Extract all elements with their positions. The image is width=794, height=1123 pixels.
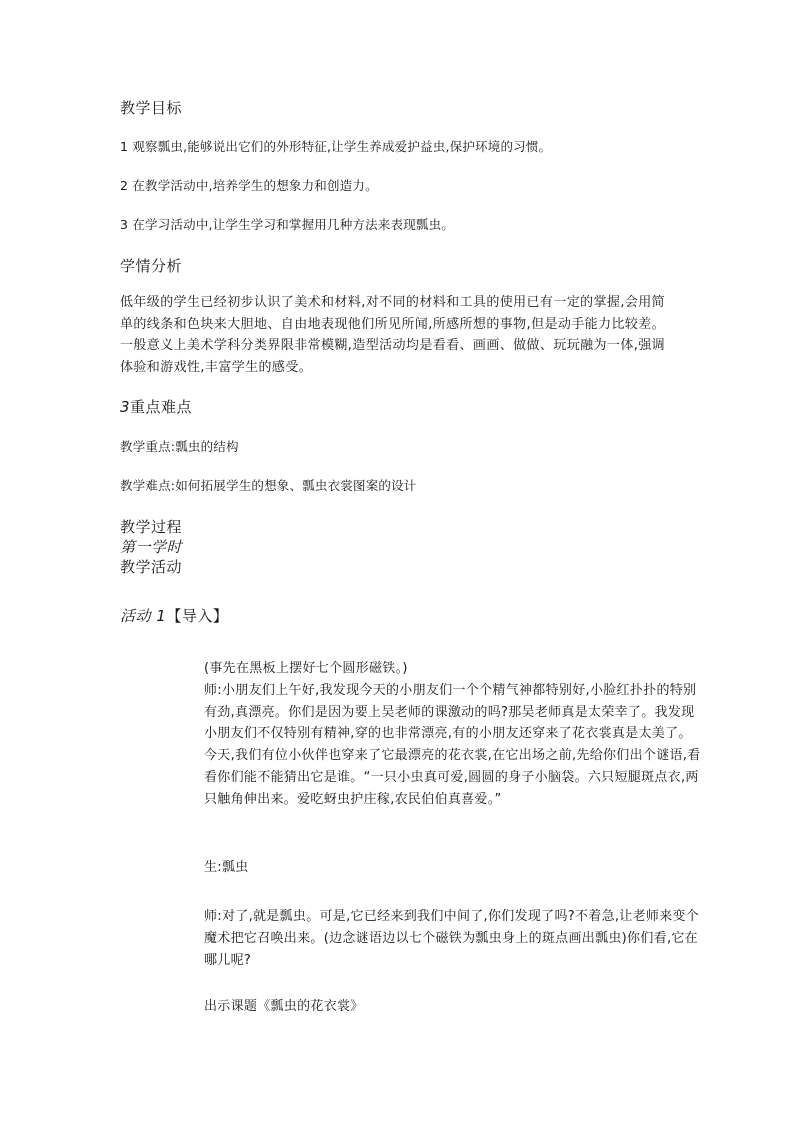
key-point: 教学重点:瓢虫的结构 (120, 439, 239, 454)
activity-heading: 教学活动 (120, 558, 183, 576)
lesson-label: 第一学时 (120, 538, 183, 556)
teacher-speech: 师:小朋友们上午好,我发现今天的小朋友们一个个精气神都特别好,小脸红扑扑的特别有劲,真漂亮。你们是因为要上吴老师的课激动的吗?那吴老师真是太荣幸了。我发现小朋友们不仅特别有精神,穿的也非常漂亮,有的小朋友还穿来了花衣裳真是太美了。今天,我们有位小伙伴也穿来了它最漂亮的花衣裳,在它出场之前,先给你们出个谜语,看看你们能不能猜出它是谁。“一只小虫真可爱,圆圆的身子小脑袋。六只短腿斑点衣,两只触角伸出来。爱吃蚜虫护庄稼,农民伯伯真喜爱。” (204, 682, 701, 807)
teacher-speech: 师:对了,就是瓢虫。可是,它已经来到我们中间了,你们发现了吗?不着急,让老师来变个魔术把它召唤出来。(边念谜语边以七个磁铁为瓢虫身上的斑点画出瓢虫)你们看,它在哪儿呢? (204, 909, 700, 968)
activity-label: 活动 1 (120, 607, 167, 625)
objective-item: 2 在教学活动中,培养学生的想象力和创造力。 (120, 178, 378, 193)
lesson-title-display: 出示课题《瓢虫的花衣裳》 (204, 999, 364, 1014)
activity-tag: 【导入】 (166, 607, 229, 625)
difficult-point: 教学难点:如何拓展学生的想象、瓢虫衣裳图案的设计 (120, 478, 417, 493)
objective-item: 3 在学习活动中,让学生学习和掌握用几种方法来表现瓢虫。 (120, 217, 455, 232)
objective-item: 1 观察瓢虫,能够说出它们的外形特征,让学生养成爱护益虫,保护环境的习惯。 (120, 139, 552, 154)
keypoints-heading-number: 3 (120, 398, 131, 416)
process-heading: 教学过程 (120, 518, 183, 536)
keypoints-heading-text: 重点难点 (130, 398, 193, 416)
objectives-heading: 教学目标 (120, 99, 183, 117)
student-answer: 生:瓢虫 (204, 860, 249, 875)
setup-note: (事先在黑板上摆好七个圆形磁铁。) (204, 661, 408, 676)
activity-title (120, 605, 228, 626)
keypoints-heading (120, 396, 192, 417)
analysis-heading: 学情分析 (120, 257, 183, 275)
analysis-paragraph: 低年级的学生已经初步认识了美术和材料,对不同的材料和工具的使用已有一定的掌握,会用简单的线条和色块来大胆地、自由地表现他们所见所闻,所感所想的事物,但是动手能力比较差。一般意义上美术学科分类界限非常模糊,造型活动均是看看、画画、做做、玩玩融为一体,强调体验和游戏性,丰富学生的感受。 (120, 295, 666, 375)
dialogue-block (204, 658, 704, 811)
